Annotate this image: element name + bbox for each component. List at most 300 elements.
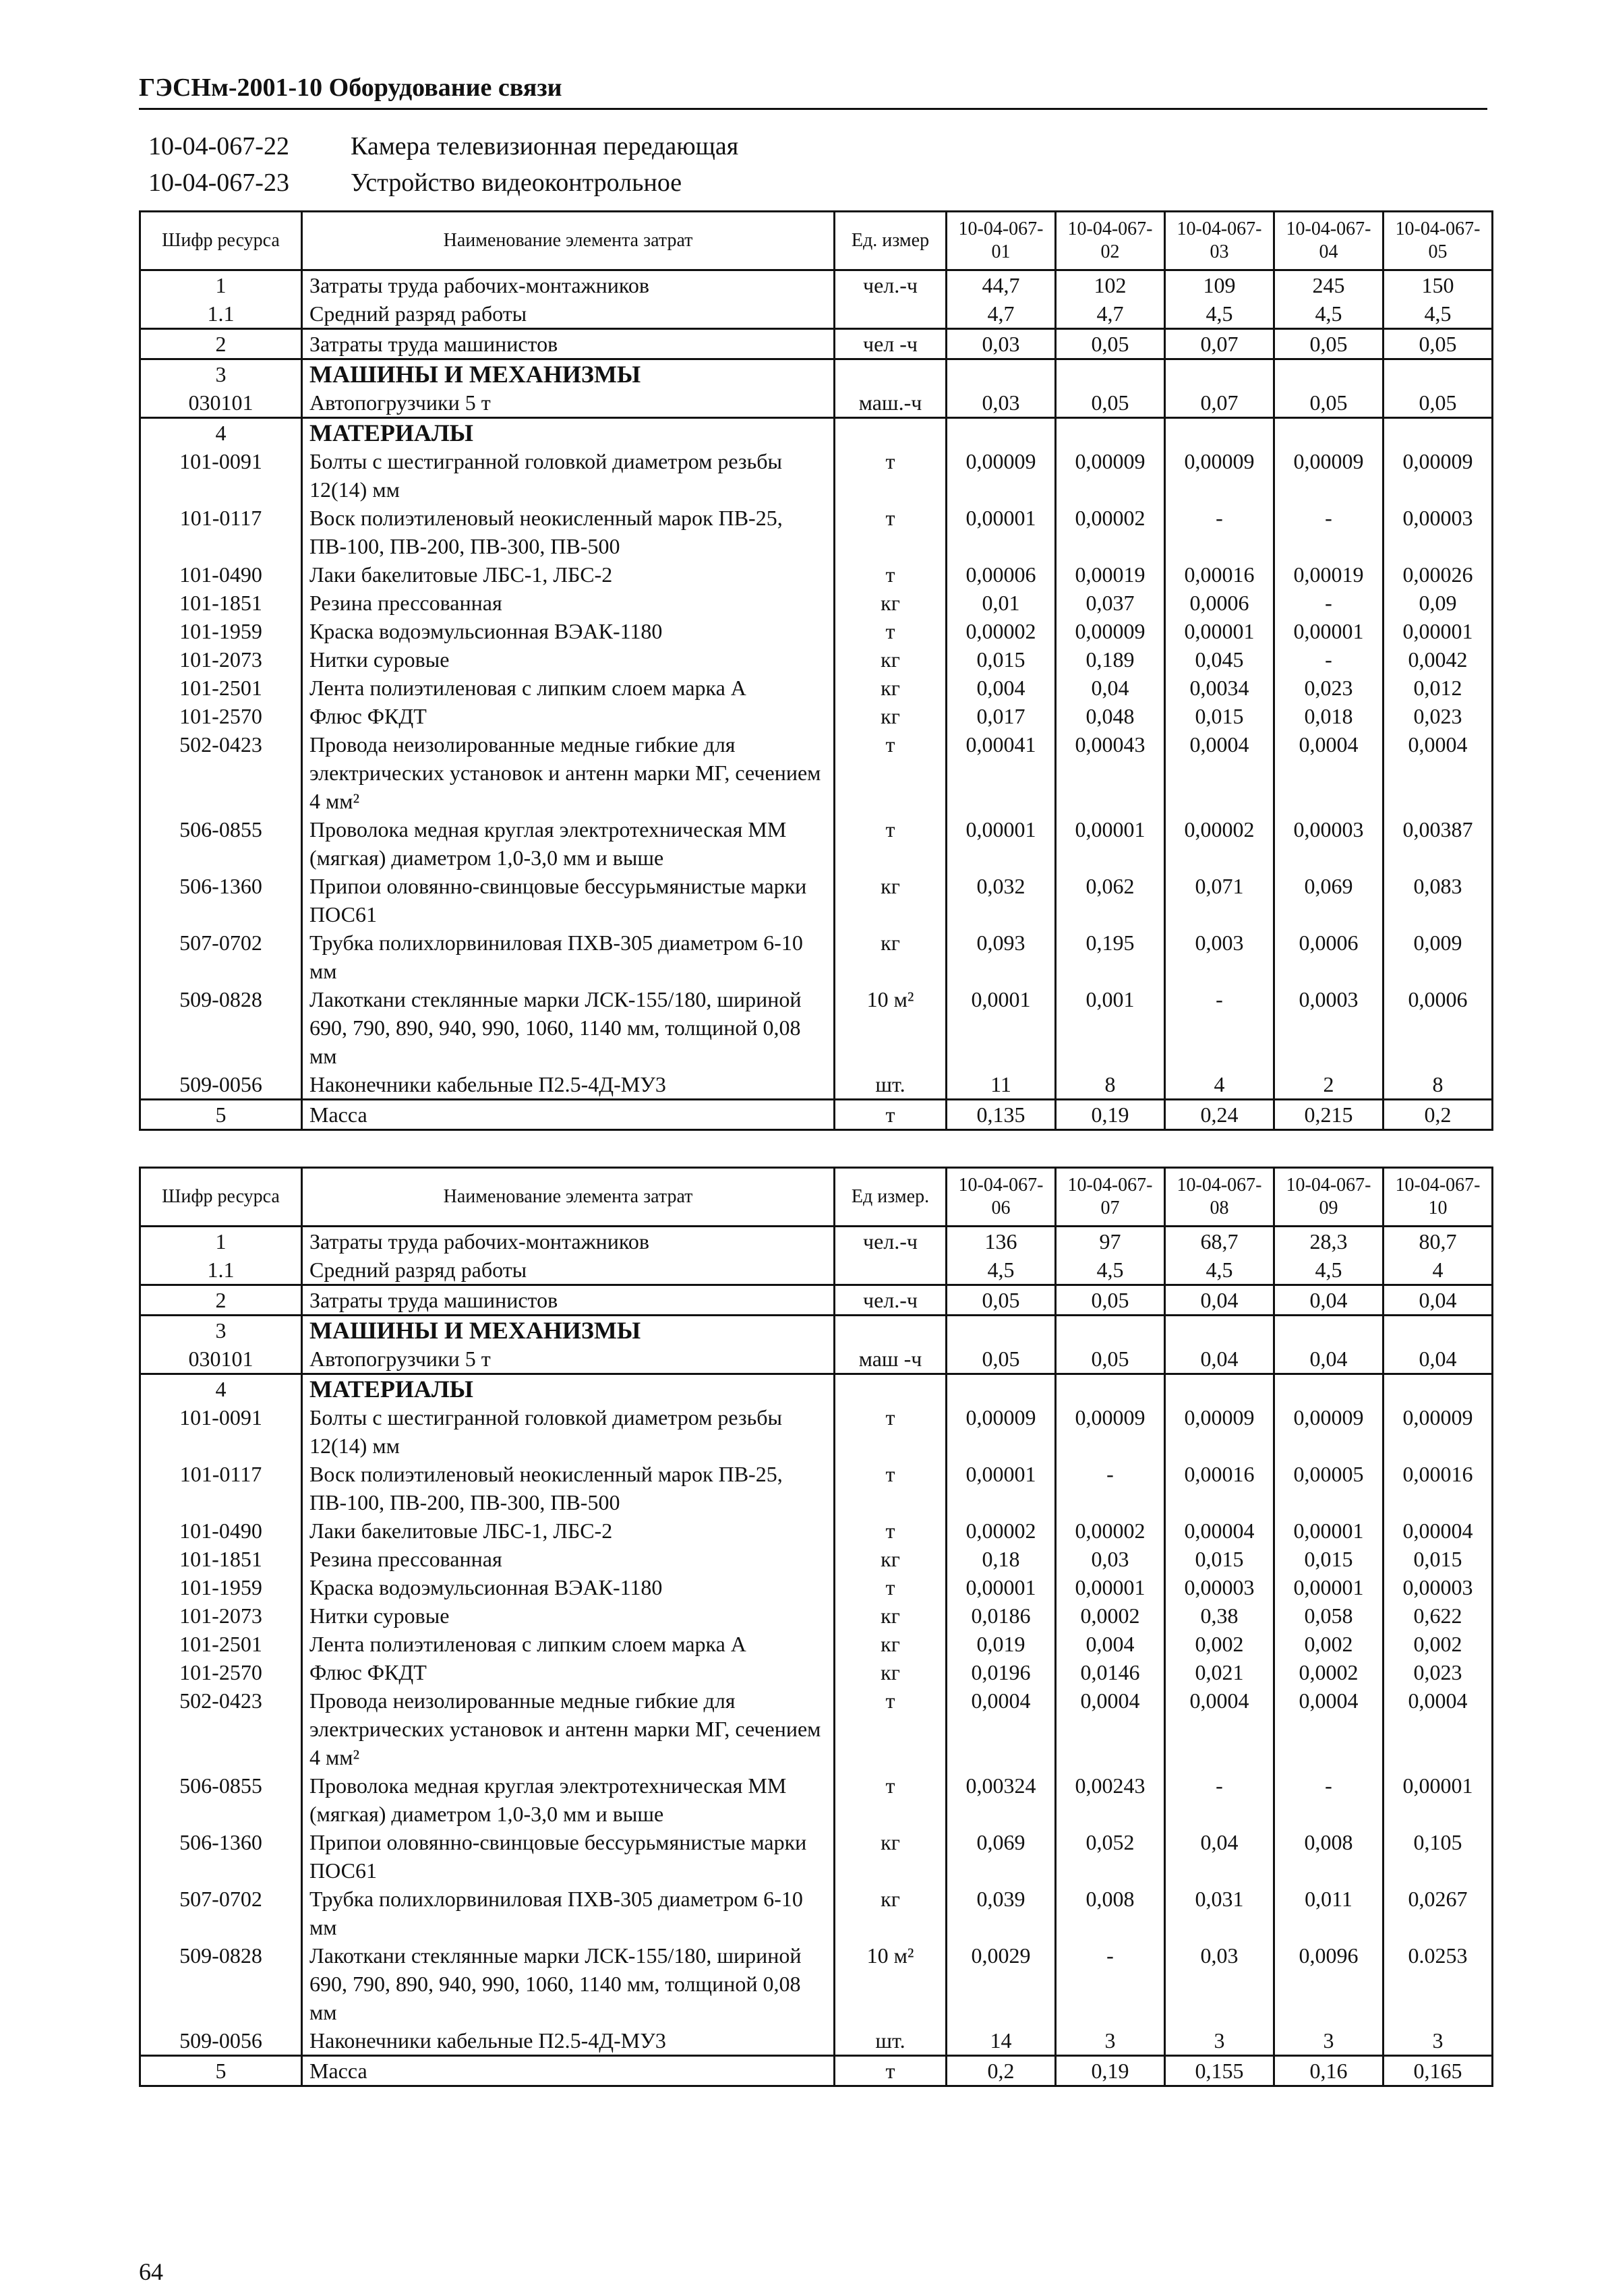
value-cell: 0,165 — [1384, 2056, 1493, 2086]
cost-name-cell: Наконечники кабельные П2.5-4Д-МУ3 — [302, 2026, 835, 2056]
table-row — [140, 702, 1493, 730]
value-cell: 0,00009 — [1165, 1403, 1274, 1460]
value-cell: 0,058 — [1274, 1601, 1384, 1630]
value-cell: 0,05 — [1056, 329, 1165, 359]
cost-name-cell: Автопогрузчики 5 т — [302, 388, 835, 418]
unit-cell: 10 м² — [835, 1941, 947, 2026]
value-cell: 28,3 — [1274, 1227, 1384, 1256]
resource-code-cell: 101-2073 — [140, 645, 302, 674]
value-cell: 0,083 — [1384, 872, 1493, 929]
value-cell — [1384, 418, 1493, 448]
value-cell: 0,015 — [1165, 702, 1274, 730]
table-row — [140, 645, 1493, 674]
value-cell: 0,0001 — [947, 985, 1056, 1070]
resource-code-cell: 509-0828 — [140, 1941, 302, 2026]
unit-cell: кг — [835, 1828, 947, 1885]
value-cell: 0,00001 — [947, 1573, 1056, 1601]
column-header-name: Наименование элемента затрат — [302, 1168, 835, 1227]
unit-cell: т — [835, 560, 947, 589]
resource-code-cell: 101-1959 — [140, 1573, 302, 1601]
value-cell: 0,16 — [1274, 2056, 1384, 2086]
value-cell — [1274, 1316, 1384, 1345]
value-cell: 0,0004 — [1384, 730, 1493, 815]
value-cell: 0,09 — [1384, 589, 1493, 617]
section-name: Камера телевизионная передающая — [351, 132, 739, 160]
table-row — [140, 2026, 1493, 2056]
value-cell: 0,04 — [1056, 674, 1165, 702]
value-cell: 0,195 — [1056, 929, 1165, 985]
value-cell: 0,001 — [1056, 985, 1165, 1070]
value-cell: 0,0186 — [947, 1601, 1056, 1630]
value-cell: 4,5 — [1165, 1256, 1274, 1285]
resource-code-cell: 506-0855 — [140, 815, 302, 872]
cost-name-cell: Затраты труда рабочих-монтажников — [302, 1227, 835, 1256]
value-cell: 0,00243 — [1056, 1771, 1165, 1828]
table-row — [140, 1771, 1493, 1828]
value-cell: 3 — [1165, 2026, 1274, 2056]
value-cell: 0,015 — [947, 645, 1056, 674]
value-cell — [1165, 418, 1274, 448]
value-cell: 0,0267 — [1384, 1885, 1493, 1941]
unit-cell: кг — [835, 702, 947, 730]
cost-name-cell: Краска водоэмульсионная ВЭАК-1180 — [302, 617, 835, 645]
unit-cell: кг — [835, 929, 947, 985]
unit-cell: т — [835, 1100, 947, 1130]
table-header-row — [140, 212, 1493, 270]
value-cell: 0,093 — [947, 929, 1056, 985]
unit-cell: т — [835, 1573, 947, 1601]
table-row — [140, 1403, 1493, 1460]
unit-cell: кг — [835, 1545, 947, 1573]
resource-code-cell: 101-1851 — [140, 1545, 302, 1573]
table-row — [140, 1100, 1493, 1130]
unit-cell: чел.-ч — [835, 270, 947, 300]
resource-code-cell: 101-0490 — [140, 560, 302, 589]
table-row — [140, 299, 1493, 329]
value-cell: 0,00003 — [1274, 815, 1384, 872]
cost-name-cell: Припои оловянно-свинцовые бессурьмянистые марки ПОС61 — [302, 1828, 835, 1885]
cost-name-cell: Воск полиэтиленовый неокисленный марок ПВ-25, ПВ-100, ПВ-200, ПВ-300, ПВ-500 — [302, 504, 835, 560]
value-cell: 0,00009 — [1056, 447, 1165, 504]
resource-code-cell: 101-2501 — [140, 674, 302, 702]
value-cell: 4,5 — [1274, 1256, 1384, 1285]
resource-code-cell: 502-0423 — [140, 1686, 302, 1771]
table-row — [140, 504, 1493, 560]
value-cell: 8 — [1056, 1070, 1165, 1100]
value-cell: 0,00001 — [1056, 1573, 1165, 1601]
table-row — [140, 815, 1493, 872]
value-cell: 0,045 — [1165, 645, 1274, 674]
value-cell: 4,7 — [1056, 299, 1165, 329]
resource-code-cell: 506-1360 — [140, 1828, 302, 1885]
value-cell — [1056, 418, 1165, 448]
value-cell: 0,0029 — [947, 1941, 1056, 2026]
value-cell: 0,215 — [1274, 1100, 1384, 1130]
cost-name-cell: Масса — [302, 2056, 835, 2086]
value-cell: 4,7 — [947, 299, 1056, 329]
value-cell: - — [1056, 1941, 1165, 2026]
value-cell: 0,00019 — [1274, 560, 1384, 589]
value-cell: 0,00041 — [947, 730, 1056, 815]
value-cell: 0,18 — [947, 1545, 1056, 1573]
value-cell: - — [1274, 1771, 1384, 1828]
resource-code-cell: 5 — [140, 2056, 302, 2086]
value-cell: 0,00001 — [1274, 617, 1384, 645]
value-cell: 0,0096 — [1274, 1941, 1384, 2026]
value-cell: 0,015 — [1165, 1545, 1274, 1573]
unit-cell: маш.-ч — [835, 388, 947, 418]
page-header: ГЭСНм-2001-10 Оборудование связи — [139, 73, 562, 102]
value-cell: - — [1274, 504, 1384, 560]
table-row — [140, 1828, 1493, 1885]
resource-code-cell: 101-2073 — [140, 1601, 302, 1630]
value-cell — [1384, 1316, 1493, 1345]
table-row — [140, 589, 1493, 617]
page-number: 64 — [139, 2258, 163, 2285]
column-header-name: Наименование элемента затрат — [302, 212, 835, 270]
section-code: 10-04-067-23 — [148, 169, 289, 197]
value-cell — [1165, 1316, 1274, 1345]
value-cell: - — [1165, 504, 1274, 560]
value-cell: 0,004 — [947, 674, 1056, 702]
value-cell: 0,00002 — [1056, 1517, 1165, 1545]
cost-name-cell: Болты с шестигранной головкой диаметром резьбы 12(14) мм — [302, 447, 835, 504]
value-cell: 0,0004 — [1165, 1686, 1274, 1771]
cost-name-cell: Лаки бакелитовые ЛБС-1, ЛБС-2 — [302, 560, 835, 589]
resource-code-cell: 4 — [140, 418, 302, 448]
value-cell: 0,00387 — [1384, 815, 1493, 872]
value-cell: 0,04 — [1165, 1285, 1274, 1316]
value-cell: 0,0004 — [1274, 730, 1384, 815]
cost-name-cell: Средний разряд работы — [302, 1256, 835, 1285]
resource-code-cell: 1.1 — [140, 299, 302, 329]
resource-code-cell: 509-0056 — [140, 2026, 302, 2056]
value-cell: 0,0004 — [1165, 730, 1274, 815]
value-cell: 68,7 — [1165, 1227, 1274, 1256]
value-cell: 0,155 — [1165, 2056, 1274, 2086]
value-cell: 0,00003 — [1384, 1573, 1493, 1601]
cost-name-cell: Трубка полихлорвиниловая ПХВ-305 диаметром 6-10 мм — [302, 929, 835, 985]
value-cell: 0,03 — [1056, 1545, 1165, 1573]
cost-name-cell: Воск полиэтиленовый неокисленный марок ПВ-25, ПВ-100, ПВ-200, ПВ-300, ПВ-500 — [302, 1460, 835, 1517]
value-cell — [1165, 1374, 1274, 1404]
value-cell: 0,05 — [1274, 329, 1384, 359]
unit-cell: т — [835, 1771, 947, 1828]
table-row — [140, 1573, 1493, 1601]
value-cell: 0,00009 — [1384, 1403, 1493, 1460]
table-row — [140, 1517, 1493, 1545]
cost-name-cell: Затраты труда машинистов — [302, 1285, 835, 1316]
unit-cell: кг — [835, 674, 947, 702]
section-title-cell: МАШИНЫ И МЕХАНИЗМЫ — [302, 1316, 835, 1345]
value-cell: 0,023 — [1274, 674, 1384, 702]
table-header-row — [140, 1168, 1493, 1227]
unit-cell — [835, 418, 947, 448]
unit-cell: кг — [835, 1885, 947, 1941]
value-cell: 0,0034 — [1165, 674, 1274, 702]
column-header-value: 10-04-067-10 — [1384, 1168, 1493, 1227]
section-list — [148, 128, 738, 201]
unit-cell: кг — [835, 872, 947, 929]
value-cell: 0,015 — [1274, 1545, 1384, 1573]
value-cell: 136 — [947, 1227, 1056, 1256]
resource-code-cell: 101-2570 — [140, 1658, 302, 1686]
resource-code-cell: 101-2501 — [140, 1630, 302, 1658]
cost-name-cell: Масса — [302, 1100, 835, 1130]
cost-name-cell: Проволока медная круглая электротехническая ММ (мягкая) диаметром 1,0-3,0 мм и выше — [302, 815, 835, 872]
resource-code-cell: 030101 — [140, 388, 302, 418]
cost-name-cell: Резина прессованная — [302, 589, 835, 617]
cost-name-cell: Трубка полихлорвиниловая ПХВ-305 диаметром 6-10 мм — [302, 1885, 835, 1941]
value-cell: 0,00002 — [947, 617, 1056, 645]
column-header-unit: Ед. измер — [835, 212, 947, 270]
value-cell: 0,062 — [1056, 872, 1165, 929]
resource-code-cell: 507-0702 — [140, 929, 302, 985]
value-cell: 0,135 — [947, 1100, 1056, 1130]
value-cell: 0,008 — [1056, 1885, 1165, 1941]
value-cell: 8 — [1384, 1070, 1493, 1100]
cost-name-cell: Резина прессованная — [302, 1545, 835, 1573]
unit-cell: т — [835, 447, 947, 504]
column-header-value: 10-04-067-08 — [1165, 1168, 1274, 1227]
unit-cell: маш -ч — [835, 1345, 947, 1374]
value-cell — [1384, 359, 1493, 389]
value-cell: 4,5 — [947, 1256, 1056, 1285]
resource-code-cell: 3 — [140, 359, 302, 389]
value-cell: 0,00009 — [1056, 617, 1165, 645]
table-row — [140, 674, 1493, 702]
resource-code-cell: 506-0855 — [140, 1771, 302, 1828]
value-cell: 0,0146 — [1056, 1658, 1165, 1686]
cost-name-cell: Провода неизолированные медные гибкие для электрических установок и антенн марки МГ, сечением 4 мм² — [302, 1686, 835, 1771]
value-cell — [1274, 1374, 1384, 1404]
resource-code-cell: 2 — [140, 1285, 302, 1316]
table-row — [140, 1256, 1493, 1285]
value-cell: 0,38 — [1165, 1601, 1274, 1630]
table-row — [140, 1941, 1493, 2026]
unit-cell: кг — [835, 1658, 947, 1686]
value-cell: 0,004 — [1056, 1630, 1165, 1658]
value-cell: 0,0002 — [1056, 1601, 1165, 1630]
resource-code-cell: 4 — [140, 1374, 302, 1404]
value-cell: 0,00005 — [1274, 1460, 1384, 1517]
value-cell: 0,05 — [1384, 329, 1493, 359]
value-cell: 0,00004 — [1165, 1517, 1274, 1545]
value-cell: 0,00002 — [1165, 815, 1274, 872]
value-cell: 0,00004 — [1384, 1517, 1493, 1545]
value-cell: 0,04 — [1384, 1285, 1493, 1316]
value-cell — [1165, 359, 1274, 389]
value-cell: 0,00003 — [1165, 1573, 1274, 1601]
value-cell: 0,071 — [1165, 872, 1274, 929]
cost-name-cell: Лакоткани стеклянные марки ЛСК-155/180, шириной 690, 790, 890, 940, 990, 1060, 1140 мм, толщиной 0,08 мм — [302, 985, 835, 1070]
cost-name-cell: Нитки суровые — [302, 645, 835, 674]
value-cell: 0,04 — [1165, 1345, 1274, 1374]
value-cell: 14 — [947, 2026, 1056, 2056]
resource-code-cell: 101-0117 — [140, 1460, 302, 1517]
value-cell: 0,0196 — [947, 1658, 1056, 1686]
value-cell: 0,039 — [947, 1885, 1056, 1941]
value-cell: 0,0004 — [1274, 1686, 1384, 1771]
value-cell: 0,19 — [1056, 1100, 1165, 1130]
unit-cell: шт. — [835, 1070, 947, 1100]
value-cell: 0,0003 — [1274, 985, 1384, 1070]
value-cell: 0,0004 — [947, 1686, 1056, 1771]
value-cell: 0,04 — [1165, 1828, 1274, 1885]
value-cell — [947, 1374, 1056, 1404]
table-row — [140, 872, 1493, 929]
value-cell: 150 — [1384, 270, 1493, 300]
column-header-value: 10-04-067-03 — [1165, 212, 1274, 270]
unit-cell: т — [835, 815, 947, 872]
value-cell: 0,002 — [1384, 1630, 1493, 1658]
value-cell: 4,5 — [1384, 299, 1493, 329]
section-row — [140, 359, 1493, 389]
value-cell: 0,0004 — [1384, 1686, 1493, 1771]
value-cell: 4,5 — [1165, 299, 1274, 329]
value-cell: 0,04 — [1384, 1345, 1493, 1374]
value-cell: 0,00001 — [947, 815, 1056, 872]
cost-name-cell: Затраты труда машинистов — [302, 329, 835, 359]
value-cell: 0,04 — [1274, 1345, 1384, 1374]
section-item — [148, 128, 738, 165]
column-header-value: 10-04-067-07 — [1056, 1168, 1165, 1227]
value-cell: 0,622 — [1384, 1601, 1493, 1630]
value-cell: 0,00043 — [1056, 730, 1165, 815]
value-cell: 0,00009 — [1274, 447, 1384, 504]
unit-cell — [835, 1256, 947, 1285]
cost-name-cell: Нитки суровые — [302, 1601, 835, 1630]
column-header-value: 10-04-067-09 — [1274, 1168, 1384, 1227]
cost-name-cell: Лента полиэтиленовая с липким слоем марка А — [302, 674, 835, 702]
value-cell: 0,05 — [947, 1285, 1056, 1316]
resource-code-cell: 509-0056 — [140, 1070, 302, 1100]
column-header-value: 10-04-067-02 — [1056, 212, 1165, 270]
value-cell: 0,00016 — [1165, 560, 1274, 589]
unit-cell: кг — [835, 1630, 947, 1658]
value-cell: 3 — [1056, 2026, 1165, 2056]
value-cell: 0,2 — [947, 2056, 1056, 2086]
value-cell: 0,002 — [1165, 1630, 1274, 1658]
column-header-code: Шифр ресурса — [140, 212, 302, 270]
section-title-cell: МАТЕРИАЛЫ — [302, 418, 835, 448]
table-row — [140, 1630, 1493, 1658]
table-row — [140, 929, 1493, 985]
resource-code-cell: 1.1 — [140, 1256, 302, 1285]
value-cell: 0,0006 — [1384, 985, 1493, 1070]
value-cell: 0,012 — [1384, 674, 1493, 702]
value-cell: 0,05 — [1274, 388, 1384, 418]
table-row — [140, 1601, 1493, 1630]
table-row — [140, 560, 1493, 589]
table-row — [140, 1285, 1493, 1316]
unit-cell: т — [835, 1460, 947, 1517]
unit-cell: т — [835, 730, 947, 815]
value-cell: 0,00009 — [1165, 447, 1274, 504]
column-header-code: Шифр ресурса — [140, 1168, 302, 1227]
section-row — [140, 418, 1493, 448]
cost-name-cell: Автопогрузчики 5 т — [302, 1345, 835, 1374]
unit-cell — [835, 299, 947, 329]
unit-cell — [835, 1374, 947, 1404]
column-header-unit: Ед измер. — [835, 1168, 947, 1227]
value-cell — [1274, 418, 1384, 448]
cost-name-cell: Флюс ФКДТ — [302, 1658, 835, 1686]
table-row — [140, 1227, 1493, 1256]
value-cell: 11 — [947, 1070, 1056, 1100]
value-cell — [947, 1316, 1056, 1345]
resource-code-cell: 509-0828 — [140, 985, 302, 1070]
value-cell: 0,0002 — [1274, 1658, 1384, 1686]
value-cell: - — [1274, 589, 1384, 617]
unit-cell: чел.-ч — [835, 1227, 947, 1256]
value-cell: 0,0006 — [1165, 589, 1274, 617]
unit-cell: кг — [835, 645, 947, 674]
cost-name-cell: Болты с шестигранной головкой диаметром резьбы 12(14) мм — [302, 1403, 835, 1460]
cost-name-cell: Проволока медная круглая электротехническая ММ (мягкая) диаметром 1,0-3,0 мм и выше — [302, 1771, 835, 1828]
resource-code-cell: 101-1959 — [140, 617, 302, 645]
cost-name-cell: Лаки бакелитовые ЛБС-1, ЛБС-2 — [302, 1517, 835, 1545]
column-header-value: 10-04-067-06 — [947, 1168, 1056, 1227]
value-cell — [1056, 1316, 1165, 1345]
value-cell: 0,011 — [1274, 1885, 1384, 1941]
value-cell: 0,00009 — [1274, 1403, 1384, 1460]
value-cell: 0,003 — [1165, 929, 1274, 985]
unit-cell: кг — [835, 589, 947, 617]
value-cell: 0,052 — [1056, 1828, 1165, 1885]
unit-cell: 10 м² — [835, 985, 947, 1070]
value-cell: 0,048 — [1056, 702, 1165, 730]
value-cell: 0,00003 — [1384, 504, 1493, 560]
value-cell: 0,00001 — [1384, 1771, 1493, 1828]
value-cell: 0,0006 — [1274, 929, 1384, 985]
unit-cell: чел -ч — [835, 329, 947, 359]
resource-code-cell: 502-0423 — [140, 730, 302, 815]
value-cell: - — [1165, 1771, 1274, 1828]
value-cell: 0,019 — [947, 1630, 1056, 1658]
value-cell — [1056, 359, 1165, 389]
cost-name-cell: Лента полиэтиленовая с липким слоем марка А — [302, 1630, 835, 1658]
resource-code-cell: 030101 — [140, 1345, 302, 1374]
value-cell: 102 — [1056, 270, 1165, 300]
unit-cell: кг — [835, 1601, 947, 1630]
value-cell: 0,0042 — [1384, 645, 1493, 674]
value-cell: 0,002 — [1274, 1630, 1384, 1658]
resource-code-cell: 1 — [140, 1227, 302, 1256]
table-row — [140, 329, 1493, 359]
value-cell: 0,069 — [947, 1828, 1056, 1885]
resource-code-cell: 101-0117 — [140, 504, 302, 560]
cost-name-cell: Затраты труда рабочих-монтажников — [302, 270, 835, 300]
value-cell: 0,021 — [1165, 1658, 1274, 1686]
resource-code-cell: 507-0702 — [140, 1885, 302, 1941]
resource-code-cell: 101-0091 — [140, 1403, 302, 1460]
resource-code-cell: 101-0091 — [140, 447, 302, 504]
table-row — [140, 1345, 1493, 1374]
value-cell: 0,01 — [947, 589, 1056, 617]
value-cell: 3 — [1384, 2026, 1493, 2056]
norms-table-1 — [139, 210, 1493, 1131]
value-cell: 0,05 — [1056, 388, 1165, 418]
cost-name-cell: Краска водоэмульсионная ВЭАК-1180 — [302, 1573, 835, 1601]
value-cell: 0,07 — [1165, 329, 1274, 359]
cost-name-cell: Средний разряд работы — [302, 299, 835, 329]
value-cell: 0,018 — [1274, 702, 1384, 730]
cost-name-cell: Лакоткани стеклянные марки ЛСК-155/180, шириной 690, 790, 890, 940, 990, 1060, 1140 мм, толщиной 0,08 мм — [302, 1941, 835, 2026]
value-cell: 0,00324 — [947, 1771, 1056, 1828]
resource-code-cell: 101-0490 — [140, 1517, 302, 1545]
table-row — [140, 730, 1493, 815]
